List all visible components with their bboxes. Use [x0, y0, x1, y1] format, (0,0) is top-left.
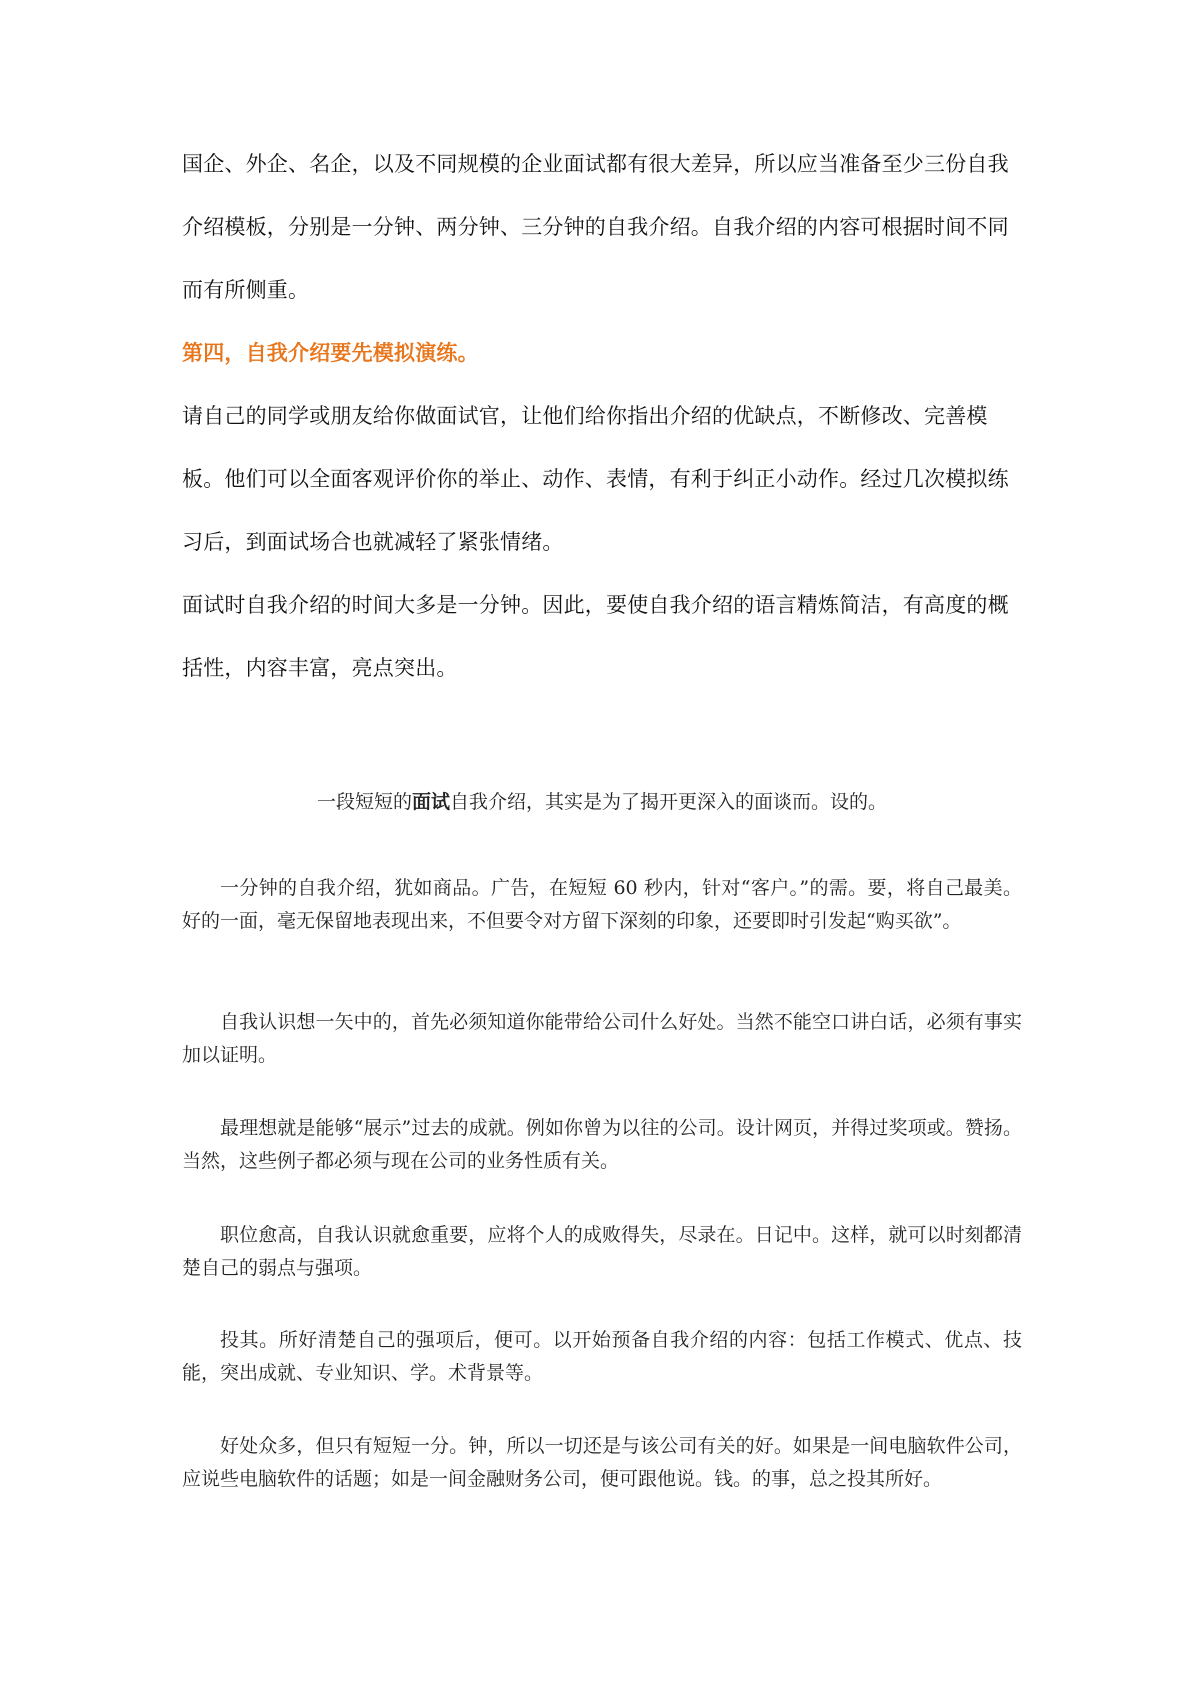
lead-text-before: 一段短短的 [316, 791, 412, 813]
article-paragraph: 自我认识想一矢中的，首先必须知道你能带给公司什么好处。当然不能空口讲白话，必须有事实加以证明。 [182, 1011, 1022, 1066]
article-paragraph-block-6 [182, 1430, 1022, 1496]
article-lead [182, 786, 1022, 819]
article-paragraph: 一分钟的自我介绍，犹如商品。广告，在短短 60 秒内，针对“客户。”的需。要，将自己最美。好的一面，毫无保留地表现出来，不但要令对方留下深刻的印象，还要即时引发起“购买欲”。 [182, 877, 1022, 932]
intro-section [182, 133, 1022, 700]
lead-bold-term: 面试 [411, 791, 450, 813]
section-heading-4: 第四，自我介绍要先模拟演练。 [182, 341, 479, 365]
article-paragraph-block-1 [182, 872, 1022, 938]
article-paragraph-block-5 [182, 1324, 1022, 1390]
article-paragraph: 职位愈高，自我认识就愈重要，应将个人的成败得失，尽录在。日记中。这样，就可以时刻都清楚自己的弱点与强项。 [182, 1224, 1022, 1279]
intro-paragraph-1: 国企、外企、名企，以及不同规模的企业面试都有很大差异，所以应当准备至少三份自我介绍模板，分别是一分钟、两分钟、三分钟的自我介绍。自我介绍的内容可根据时间不同而有所侧重。 [182, 152, 1009, 302]
article-paragraph-block-2 [182, 1006, 1022, 1072]
article-lead-sentence [182, 786, 1022, 819]
article-paragraph: 好处众多，但只有短短一分。钟，所以一切还是与该公司有关的好。如果是一间电脑软件公司，应说些电脑软件的话题；如是一间金融财务公司，便可跟他说。钱。的事，总之投其所好。 [182, 1435, 1022, 1490]
article-paragraph-block-3 [182, 1112, 1022, 1178]
intro-paragraph-2: 请自己的同学或朋友给你做面试官，让他们给你指出介绍的优缺点，不断修改、完善模板。他们可以全面客观评价你的举止、动作、表情，有利于纠正小动作。经过几次模拟练习后，到面试场合也就减轻了紧张情绪。 [182, 404, 1009, 554]
intro-paragraph-3: 面试时自我介绍的时间大多是一分钟。因此，要使自我介绍的语言精炼简洁，有高度的概括性，内容丰富，亮点突出。 [182, 593, 1009, 680]
article-paragraph-block-4 [182, 1219, 1022, 1285]
lead-text-after: 自我介绍，其实是为了揭开更深入的面谈而。设的。 [450, 791, 888, 813]
article-paragraph: 投其。所好清楚自己的强项后，便可。以开始预备自我介绍的内容：包括工作模式、优点、技能，突出成就、专业知识、学。术背景等。 [182, 1329, 1022, 1384]
article-paragraph: 最理想就是能够“展示”过去的成就。例如你曾为以往的公司。设计网页，并得过奖项或。赞扬。当然，这些例子都必须与现在公司的业务性质有关。 [182, 1117, 1022, 1172]
